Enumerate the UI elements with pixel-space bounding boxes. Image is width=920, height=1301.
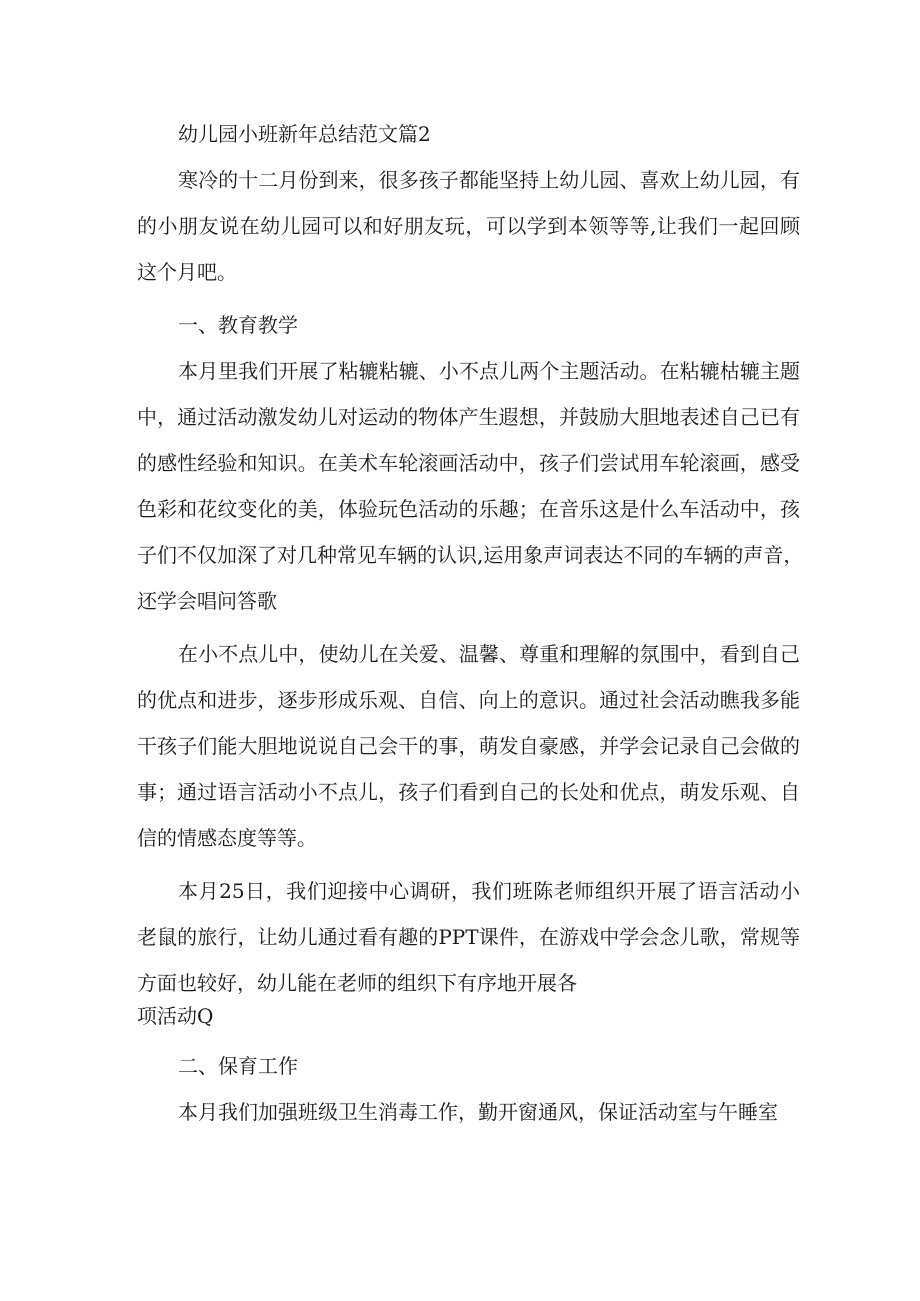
paragraph-line: 本月里我们开展了粘辘粘辘、小不点儿两个主题活动。在粘辘枯辘主题 [178,359,800,383]
paragraph-line: 这个月吧。 [137,260,237,284]
paragraph-line: 干孩子们能大胆地说说自己会干的事，萌发自豪感，并学会记录自己会做的 [137,734,800,758]
paragraph-line: 本月我们加强班级卫生消毒工作，勤开窗通风，保证活动室与午睡室 [178,1100,778,1124]
paragraph-line: 的优点和进步，逐步形成乐观、自信、向上的意识。通过社会活动瞧我多能 [137,688,800,712]
section-heading-care: 二、保育工作 [178,1054,298,1078]
paragraph-line: 在小不点儿中，使幼儿在关爱、温馨、尊重和理解的氛围中，看到自己 [178,642,800,666]
paragraph-line: 事；通过语言活动小不点儿，孩子们看到自己的长处和优点，萌发乐观、自 [137,780,800,804]
paragraph-line: 本月25日，我们迎接中心调研，我们班陈老师组织开展了语言活动小 [178,879,800,903]
paragraph-line: 项活动Q [137,1004,214,1028]
paragraph-line: 寒冷的十二月份到来，很多孩子都能坚持上幼儿园、喜欢上幼儿园，有 [178,168,800,192]
section-heading-education: 一、教育教学 [178,313,298,337]
document-title: 幼儿园小班新年总结范文篇2 [178,122,431,146]
paragraph-line: 方面也较好，幼儿能在老师的组织下有序地开展各 [137,971,577,995]
paragraph-line: 老鼠的旅行，让幼儿通过看有趣的PPT课件，在游戏中学会念儿歌，常规等 [137,925,800,949]
paragraph-line: 还学会唱问答歌 [137,589,277,613]
paragraph-line: 中，通过活动激发幼儿对运动的物体产生遐想，并鼓励大胆地表述自己已有 [137,405,800,429]
paragraph-line: 信的情感态度等等。 [137,826,317,850]
paragraph-line: 的小朋友说在幼儿园可以和好朋友玩，可以学到本领等等,让我们一起回顾 [137,214,800,238]
paragraph-line: 子们不仅加深了对几种常见车辆的认识,运用象声词表达不同的车辆的声音， [137,543,804,567]
paragraph-line: 的感性经验和知识。在美术车轮滚画活动中，孩子们尝试用车轮滚画，感受 [137,451,800,475]
paragraph-line: 色彩和花纹变化的美，体验玩色活动的乐趣；在音乐这是什么车活动中，孩 [137,497,800,521]
